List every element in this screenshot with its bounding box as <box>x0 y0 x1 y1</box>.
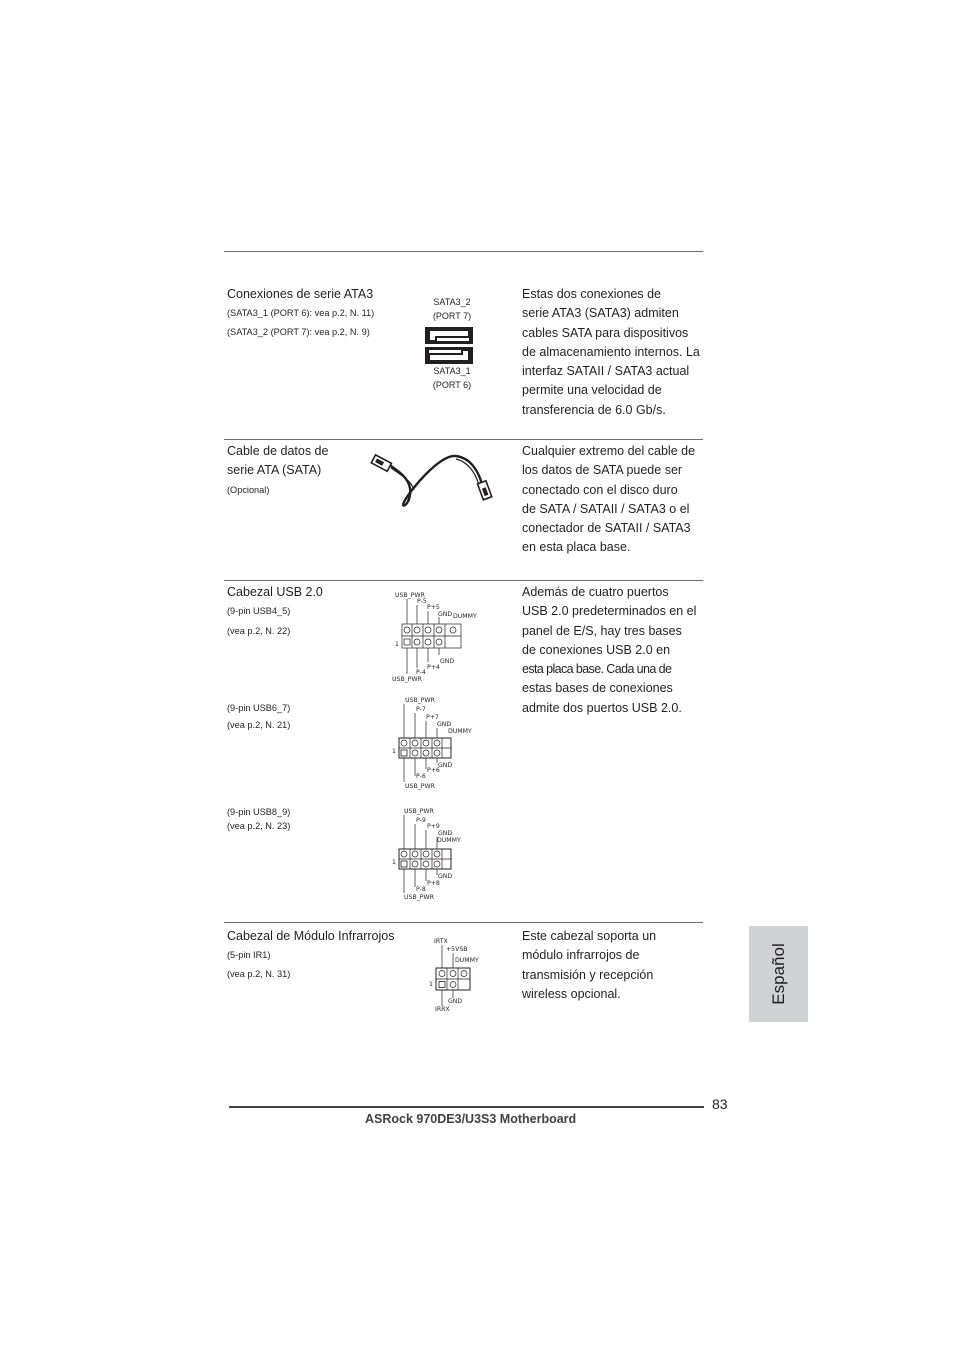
pin-one-marker: 1 <box>429 981 433 988</box>
footer-rule <box>229 1106 704 1108</box>
sata3-2-port: (PORT 7) <box>432 310 472 321</box>
sata-cable-description <box>522 442 695 558</box>
sata3-description <box>522 285 700 420</box>
footer-product: ASRock 970DE3/U3S3 Motherboard <box>365 1112 577 1126</box>
sata3-1-name: SATA3_1 <box>433 366 471 376</box>
usb-title: Cabezal USB 2.0 <box>227 585 323 599</box>
sata3-2-name: SATA3_2 <box>433 297 471 307</box>
language-label: Español <box>768 943 788 1005</box>
usb89-name: (9-pin USB8_9) <box>227 807 291 817</box>
pin-one-marker: 1 <box>392 748 396 755</box>
pin-label: DUMMY <box>437 837 461 844</box>
section-divider <box>224 922 703 923</box>
sata3-1-label <box>412 365 492 392</box>
usb45-name: (9-pin USB4_5) <box>227 606 291 616</box>
sata3-1-port: (PORT 6) <box>432 379 472 390</box>
pin-label: DUMMY <box>448 728 472 735</box>
desc-line: de almacenamiento internos. La <box>522 344 700 359</box>
sata3-ref-2: (SATA3_2 (PORT 7): vea p.2, N. 9) <box>227 327 370 337</box>
desc-line: interfaz SATAII / SATA3 actual <box>522 364 690 379</box>
pin-label: USB_PWR <box>395 592 425 599</box>
desc-line: de conexiones USB 2.0 en <box>522 642 671 657</box>
section-divider <box>224 580 703 581</box>
pin-label: P+7 <box>426 714 439 721</box>
usb67-ref: (vea p.2, N. 21) <box>227 720 291 730</box>
sata-cable-illustration <box>370 450 500 512</box>
desc-line: transmisión y recepción <box>522 967 654 982</box>
pin-label: GND <box>438 611 453 618</box>
pin-label: P+9 <box>427 823 440 830</box>
usb89-header-diagram <box>390 805 485 903</box>
ir-ref: (vea p.2, N. 31) <box>227 969 291 979</box>
sata3-ref-1: (SATA3_1 (PORT 6): vea p.2, N. 11) <box>227 308 375 318</box>
usb-description <box>522 583 696 718</box>
ir-header-diagram <box>425 934 495 1016</box>
sata3-connectors-figure <box>424 326 476 366</box>
desc-line: de SATA / SATAII / SATA3 o el <box>522 501 690 516</box>
pin-label: P-7 <box>416 706 426 713</box>
language-side-tab <box>749 926 808 1022</box>
desc-line: Este cabezal soporta un <box>522 929 657 943</box>
desc-line: conectado con el disco duro <box>522 482 678 497</box>
pin-label: USB_PWR <box>404 808 434 815</box>
pin-label: P-5 <box>417 598 427 605</box>
pin-label: GND <box>438 873 453 880</box>
pin-label: P-9 <box>416 817 426 824</box>
ir-name: (5-pin IR1) <box>227 950 271 960</box>
desc-line: panel de E/S, hay tres bases <box>522 623 682 638</box>
pin-label: DUMMY <box>453 613 477 620</box>
title-line: serie ATA (SATA) <box>227 463 322 478</box>
top-divider <box>224 251 703 252</box>
desc-line: módulo infrarrojos de <box>522 948 640 963</box>
usb45-ref: (vea p.2, N. 22) <box>227 626 291 636</box>
desc-line: esta placa base. Cada una de <box>522 662 672 677</box>
section-divider <box>224 439 703 440</box>
pin-label: GND <box>438 830 453 837</box>
pin-label: P+5 <box>427 604 440 611</box>
usb67-name: (9-pin USB6_7) <box>227 703 291 713</box>
usb45-header-diagram <box>390 588 485 686</box>
desc-line: wireless opcional. <box>522 986 621 1001</box>
ir-description <box>522 927 656 1004</box>
desc-line: en esta placa base. <box>522 540 631 555</box>
desc-line: serie ATA3 (SATA3) admiten <box>522 306 679 321</box>
pin-label: USB_PWR <box>405 783 435 790</box>
sata3-title: Conexiones de serie ATA3 <box>227 287 374 301</box>
page-number: 83 <box>712 1096 728 1112</box>
pin-label: DUMMY <box>455 957 479 964</box>
desc-line: cables SATA para dispositivos <box>522 325 689 340</box>
ir-title: Cabezal de Módulo Infrarrojos <box>227 929 395 943</box>
pin-label: USB_PWR <box>404 894 434 901</box>
usb67-header-diagram <box>390 694 485 792</box>
pin-label: USB_PWR <box>405 697 435 704</box>
pin-label: GND <box>438 762 453 769</box>
title-line: Cable de datos de <box>227 444 329 458</box>
pin-label: GND <box>437 721 452 728</box>
sata-cable-title <box>227 442 328 481</box>
desc-line: USB 2.0 predeterminados en el <box>522 604 697 619</box>
pin-label: GND <box>440 658 455 665</box>
pin-label: P-4 <box>416 669 426 676</box>
pin-label: IRRX <box>435 1006 450 1013</box>
pin-label: IRTX <box>434 938 448 945</box>
desc-line: Además de cuatro puertos <box>522 585 669 599</box>
pin-label: P+4 <box>427 664 440 671</box>
desc-line: Cualquier extremo del cable de <box>522 444 696 458</box>
desc-line: Estas dos conexiones de <box>522 287 661 301</box>
usb89-ref: (vea p.2, N. 23) <box>227 821 291 831</box>
desc-line: conectador de SATAII / SATA3 <box>522 521 691 536</box>
pin-label: +5VSB <box>446 946 468 953</box>
desc-line: estas bases de conexiones <box>522 681 673 696</box>
pin-one-marker: 1 <box>395 641 399 648</box>
sata-cable-note: (Opcional) <box>227 485 270 495</box>
desc-line: los datos de SATA puede ser <box>522 463 683 478</box>
desc-line: transferencia de 6.0 Gb/s. <box>522 402 666 417</box>
pin-one-marker: 1 <box>392 859 396 866</box>
pin-label: USB_PWR <box>392 676 422 683</box>
pin-label: P-8 <box>416 886 426 893</box>
pin-label: P-6 <box>416 773 426 780</box>
pin-label: P+8 <box>427 880 440 887</box>
desc-line: admite dos puertos USB 2.0. <box>522 700 682 715</box>
pin-label: P+6 <box>427 767 440 774</box>
pin-label: GND <box>448 998 463 1005</box>
sata3-2-label <box>412 296 492 323</box>
desc-line: permite una velocidad de <box>522 383 662 398</box>
